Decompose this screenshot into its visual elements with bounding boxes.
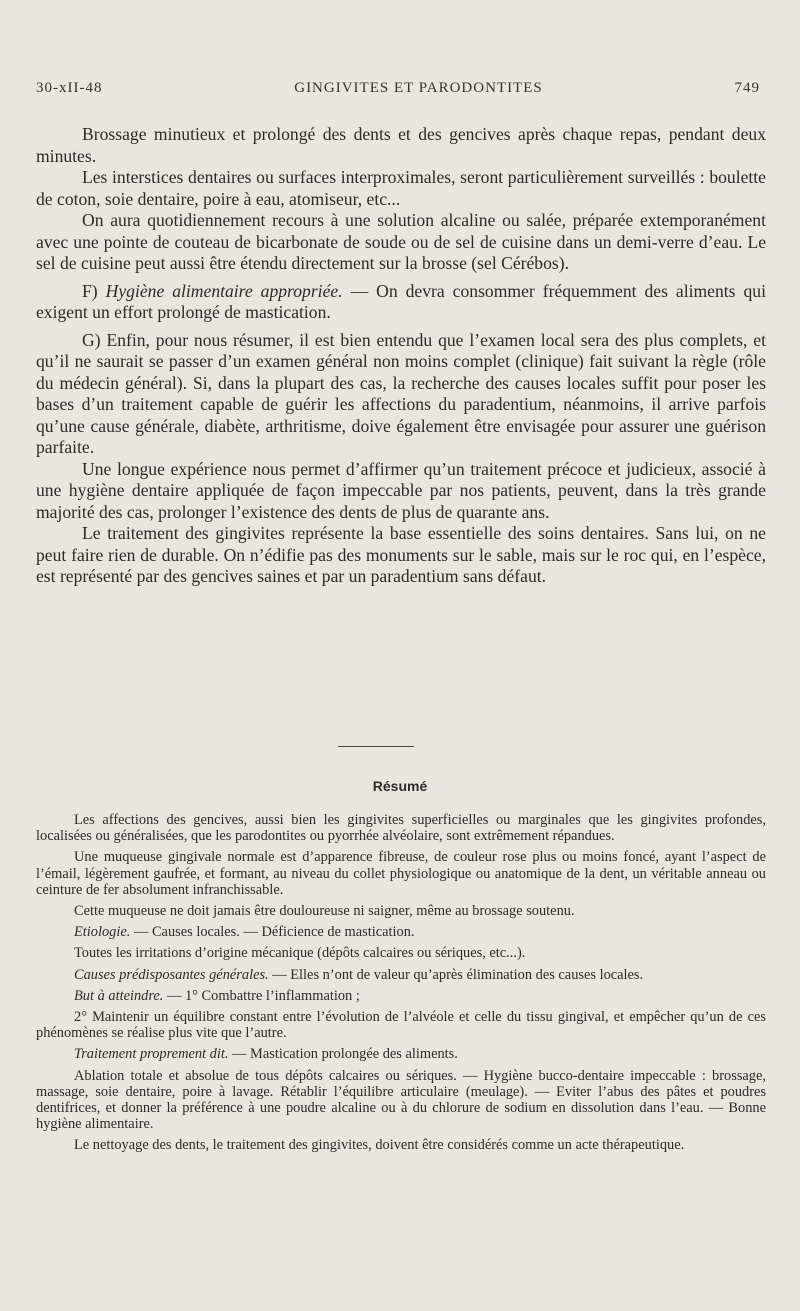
resume-paragraph: Ablation totale et absolue de tous dépôts calcaires ou sériques. — Hygiène bucco-dentaire impeccable : brossage, massage, soie dentaire, poire à lavage. Rétablir l’équilibre articulaire (meulage). — Eviter l’abus des pâtes et poudres dentifrices, et donner la préférence à une poudre alcaline ou à du chlorure de sodium en dissolution dans l’eau. — Bonne hygiène alimentaire. (36, 1067, 766, 1133)
running-header (36, 80, 760, 97)
causes-heading: Causes prédisposantes générales. (74, 966, 269, 983)
header-date: 30-xII-48 (36, 80, 103, 96)
paragraph-f-heading: Hygiène alimentaire appropriée. (105, 280, 343, 301)
paragraph: On aura quotidiennement recours à une solution alcaline ou salée, préparée extemporanément avec une pointe de couteau de bicarbonate de soude ou de sel de cuisine dans un demi-verre d’eau. Le sel de cuisine peut aussi être étendu directement sur la brosse (sel Cérébos). (36, 210, 766, 273)
causes-paragraph (36, 967, 766, 983)
etiologie-paragraph (36, 924, 766, 940)
page-number: 749 (734, 80, 760, 96)
resume-paragraph: Cette muqueuse ne doit jamais être douloureuse ni saigner, même au brossage soutenu. (74, 903, 575, 920)
main-text (36, 124, 766, 594)
causes-text: — Elles n’ont de valeur qu’après élimination des causes locales. (272, 966, 644, 983)
paragraph: Brossage minutieux et prolongé des dents et des gencives après chaque repas, pendant deux minutes. (36, 124, 766, 166)
resume-text (36, 812, 766, 1159)
paragraph: Une longue expérience nous permet d’affirmer qu’un traitement précoce et judicieux, associé à une hygiène dentaire appliquée de façon impeccable par nos patients, peuvent, dans la très grande majorité des cas, prolonger l’existence des dents de plus de quarante ans. (36, 458, 766, 522)
but-heading: But à atteindre. (74, 987, 164, 1004)
paragraph: Le traitement des gingivites représente la base essentielle des soins dentaires. Sans lui, on ne peut faire rien de durable. On n’édifie pas des monuments sur le sable, mais sur le roc qui, en l’espèce, est représenté par des gencives saines et par un paradentium sans défaut. (36, 523, 766, 586)
traitement-paragraph (36, 1046, 766, 1062)
header-title: GINGIVITES ET PARODONTITES (294, 80, 543, 96)
resume-paragraph: Les affections des gencives, aussi bien les gingivites superficielles ou marginales que les gingivites profondes, localisées ou généralisées, que les parodontites ou pyorrhée alvéolaire, sont extrêmement répandues. (36, 812, 766, 845)
resume-paragraph: 2° Maintenir un équilibre constant entre l’évolution de l’alvéole et celle du tissu gingival, et empêcher qu’un de ces phénomènes se réalise plus vite que l’autre. (36, 1009, 766, 1042)
resume-paragraph: Toutes les irritations d’origine mécanique (dépôts calcaires ou sériques, etc...). (74, 945, 526, 962)
but-paragraph (36, 988, 766, 1004)
paragraph-f (36, 281, 766, 324)
resume-paragraph: Une muqueuse gingivale normale est d’apparence fibreuse, de couleur rose plus ou moins foncé, ayant l’aspect de l’émail, légèrement gaufrée, et formant, au niveau du collet physiologique ou anatomique de la dent, un véritable anneau ou ceinture de fer absolument infranchissable. (36, 849, 766, 898)
paragraph: Les interstices dentaires ou surfaces interproximales, seront particulièrement surveillés : boulette de coton, soie dentaire, poire à eau, atomiseur, etc... (36, 167, 766, 209)
etiologie-heading: Etiologie. (74, 924, 131, 941)
etiologie-text: — Causes locales. — Déficience de mastication. (133, 924, 415, 941)
but-text: — 1° Combattre l’inflammation ; (167, 987, 360, 1004)
paragraph-f-text: — On devra consommer fréquemment des aliments qui exigent un effort prolongé de mastication. (36, 280, 766, 322)
traitement-heading: Traitement proprement dit. (74, 1046, 229, 1063)
paragraph: G) Enfin, pour nous résumer, il est bien entendu que l’examen local sera des plus complets, et qu’il ne saurait se passer d’un examen général non moins complet (clinique) fait suivant la règle (rôle du médecin général). Si, dans la plupart des cas, la recherche des causes locales suffit pour poser les bases d’un traitement capable de guérir les affections du paradentium, néanmoins, il arrive parfois qu’une cause générale, diabète, arthritisme, doive également être envisagée pour assurer une guérison parfaite. (36, 329, 766, 457)
resume-heading: Résumé (372, 778, 428, 794)
section-divider (338, 746, 414, 747)
traitement-text: — Mastication prolongée des aliments. (232, 1046, 458, 1063)
paragraph-f-label: F) (82, 280, 98, 301)
resume-paragraph: Le nettoyage des dents, le traitement des gingivites, doivent être considérés comme un acte thérapeutique. (74, 1137, 685, 1154)
